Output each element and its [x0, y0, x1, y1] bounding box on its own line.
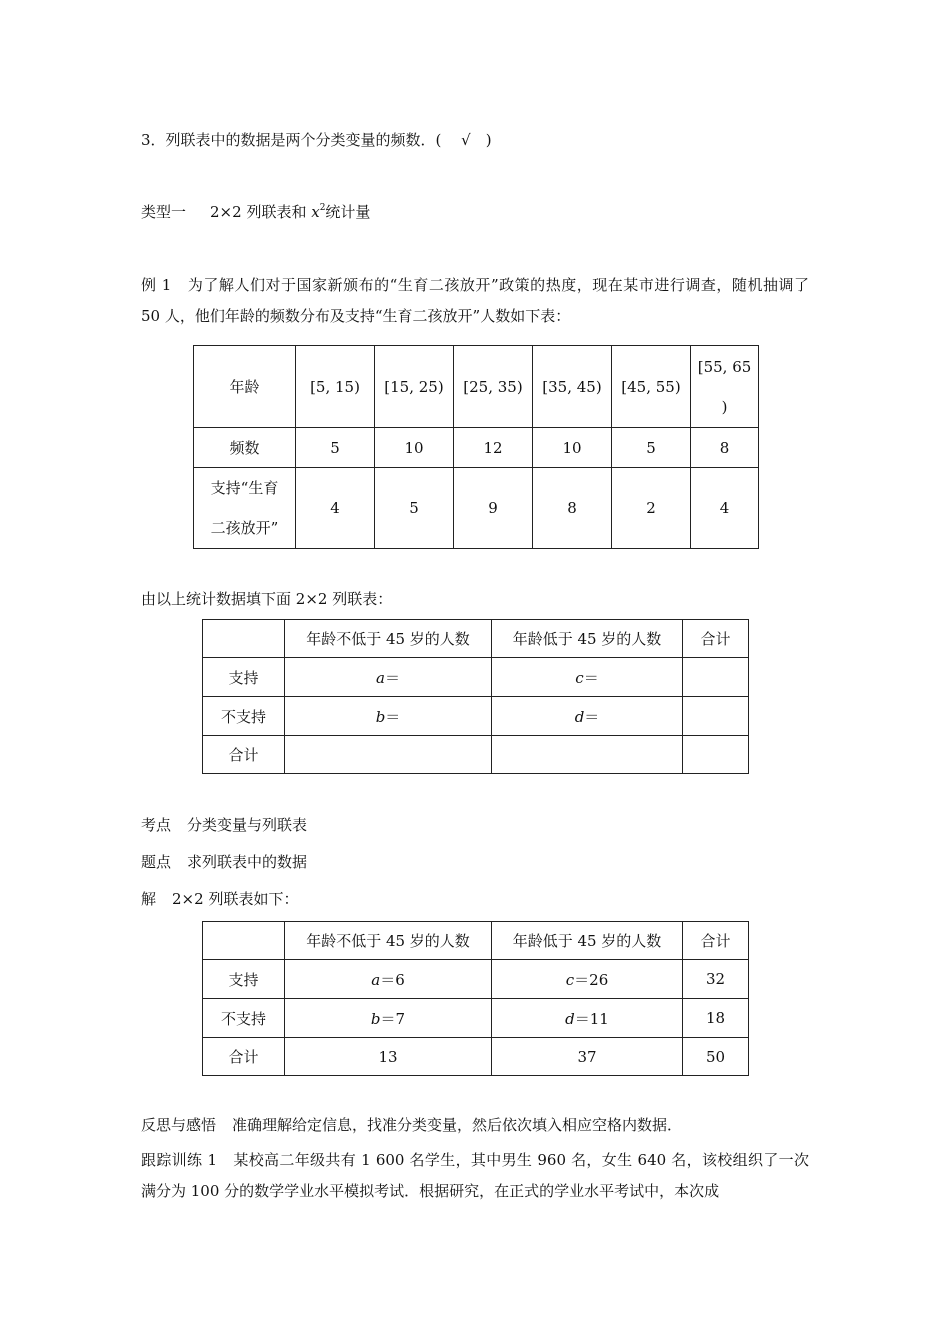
table-row — [203, 620, 749, 658]
table-cell — [492, 999, 683, 1038]
reflection-line — [141, 1114, 682, 1135]
row-label-line2: 二孩放开” — [210, 519, 279, 537]
table-row — [194, 468, 759, 549]
table-cell: 12 — [454, 428, 533, 468]
table-cell — [492, 960, 683, 999]
table-header-cell: 合计 — [683, 922, 749, 960]
row-label — [194, 468, 296, 549]
table-header-cell — [691, 346, 759, 428]
section-heading — [141, 201, 370, 222]
cell-value: ＝ — [584, 707, 600, 726]
kaodian-line — [141, 814, 307, 835]
table-header-cell: [25, 35) — [454, 346, 533, 428]
reflection-label: 反思与感悟 — [141, 1116, 217, 1134]
row-label-line1: 支持“生育 — [210, 479, 279, 497]
header-55-65-part1: [55, 65 — [697, 357, 752, 376]
table-row — [203, 960, 749, 999]
row-label: 不支持 — [203, 999, 285, 1038]
table-header-cell: 年龄低于 45 岁的人数 — [492, 620, 683, 658]
contingency-table-filled — [202, 921, 749, 1076]
header-55-65-part2: ) — [721, 397, 728, 416]
table-row — [194, 428, 759, 468]
table-cell: 10 — [533, 428, 612, 468]
cell-var: c — [575, 668, 584, 687]
table-cell — [285, 697, 492, 736]
table-header-cell: 年龄低于 45 岁的人数 — [492, 922, 683, 960]
table-row — [203, 922, 749, 960]
cell-var: d — [565, 1009, 575, 1028]
row-label: 不支持 — [203, 697, 285, 736]
cell-var: a — [376, 668, 385, 687]
table-header-cell: [5, 15) — [296, 346, 375, 428]
table-cell — [285, 736, 492, 774]
tidian-line — [141, 851, 307, 872]
table-row — [203, 999, 749, 1038]
training-label: 跟踪训练 1 — [141, 1151, 218, 1169]
solution-text: 2×2 列联表如下： — [172, 890, 299, 908]
table-cell — [285, 658, 492, 697]
kaodian-label: 考点 — [141, 816, 172, 834]
solution-line — [141, 888, 298, 909]
table-header-cell: 年龄 — [194, 346, 296, 428]
section-title-pre: 2×2 列联表和 — [210, 203, 312, 221]
training-1 — [141, 1145, 809, 1207]
cell-value: ＝ — [384, 668, 400, 687]
table-header-cell: [35, 45) — [533, 346, 612, 428]
table-header-cell: [15, 25) — [375, 346, 454, 428]
table-cell — [683, 697, 749, 736]
table-cell: 37 — [492, 1038, 683, 1076]
table-cell: 2 — [612, 468, 691, 549]
table-row — [194, 346, 759, 428]
kaodian-text: 分类变量与列联表 — [187, 816, 308, 834]
table-header-cell — [203, 620, 285, 658]
table-header-cell: [45, 55) — [612, 346, 691, 428]
table-cell: 8 — [691, 428, 759, 468]
fill-intro: 由以上统计数据填下面 2×2 列联表： — [141, 590, 393, 608]
table-row — [203, 697, 749, 736]
section-title-post: 统计量 — [325, 203, 371, 221]
table-cell — [285, 999, 492, 1038]
tidian-label: 题点 — [141, 853, 172, 871]
age-frequency-table — [193, 345, 759, 549]
table-cell — [492, 736, 683, 774]
table-cell: 32 — [683, 960, 749, 999]
cell-value: ＝7 — [380, 1009, 406, 1028]
table-cell: 50 — [683, 1038, 749, 1076]
row-label: 支持 — [203, 960, 285, 999]
table-cell: 18 — [683, 999, 749, 1038]
table-cell: 4 — [691, 468, 759, 549]
cell-value: ＝ — [385, 707, 401, 726]
example-1 — [141, 270, 809, 332]
judgement-line-3: 3．列联表中的数据是两个分类变量的频数．( √ ) — [141, 131, 492, 149]
cell-value: ＝6 — [380, 970, 405, 989]
row-label: 支持 — [203, 658, 285, 697]
table-row — [203, 736, 749, 774]
cell-value: ＝26 — [574, 970, 609, 989]
section-title-var: x — [311, 203, 320, 221]
table-cell — [285, 960, 492, 999]
cell-var: a — [371, 970, 381, 989]
table-header-cell — [203, 922, 285, 960]
contingency-table-blank — [202, 619, 749, 774]
table-cell — [492, 697, 683, 736]
cell-value: ＝11 — [574, 1009, 609, 1028]
cell-var: c — [565, 970, 575, 989]
section-title-sup: 2 — [319, 203, 326, 213]
table-cell: 10 — [375, 428, 454, 468]
table-header-cell: 合计 — [683, 620, 749, 658]
cell-var: b — [375, 707, 386, 726]
table-cell — [683, 658, 749, 697]
table-cell: 13 — [285, 1038, 492, 1076]
cell-var: b — [370, 1009, 381, 1028]
tidian-text: 求列联表中的数据 — [187, 853, 308, 871]
table-row — [203, 1038, 749, 1076]
row-label: 频数 — [194, 428, 296, 468]
table-cell: 8 — [533, 468, 612, 549]
table-cell: 5 — [612, 428, 691, 468]
cell-var: d — [574, 707, 585, 726]
table-cell — [683, 736, 749, 774]
example-text: 为了解人们对于国家新颁布的“生育二孩放开”政策的热度，现在某市进行调查，随机抽调了 50 人，他们年龄的频数分布及支持“生育二孩放开”人数如下表： — [141, 276, 810, 325]
table-cell: 5 — [375, 468, 454, 549]
training-text: 某校高二年级共有 1 600 名学生，其中男生 960 名，女生 640 名，该校组织了一次满分为 100 分的数学学业水平模拟考试．根据研究，在正式的学业水平考试中，本次成 — [141, 1151, 809, 1200]
table-header-cell: 年龄不低于 45 岁的人数 — [285, 620, 492, 658]
section-label: 类型一 — [141, 203, 187, 221]
example-label: 例 1 — [141, 276, 172, 294]
table-cell — [492, 658, 683, 697]
row-label: 合计 — [203, 736, 285, 774]
table-row — [203, 658, 749, 697]
table-cell: 9 — [454, 468, 533, 549]
row-label: 合计 — [203, 1038, 285, 1076]
table-header-cell: 年龄不低于 45 岁的人数 — [285, 922, 492, 960]
table-cell: 4 — [296, 468, 375, 549]
cell-value: ＝ — [583, 668, 599, 687]
reflection-text: 准确理解给定信息，找准分类变量，然后依次填入相应空格内数据． — [232, 1116, 683, 1134]
solution-label: 解 — [141, 890, 157, 908]
table-cell: 5 — [296, 428, 375, 468]
